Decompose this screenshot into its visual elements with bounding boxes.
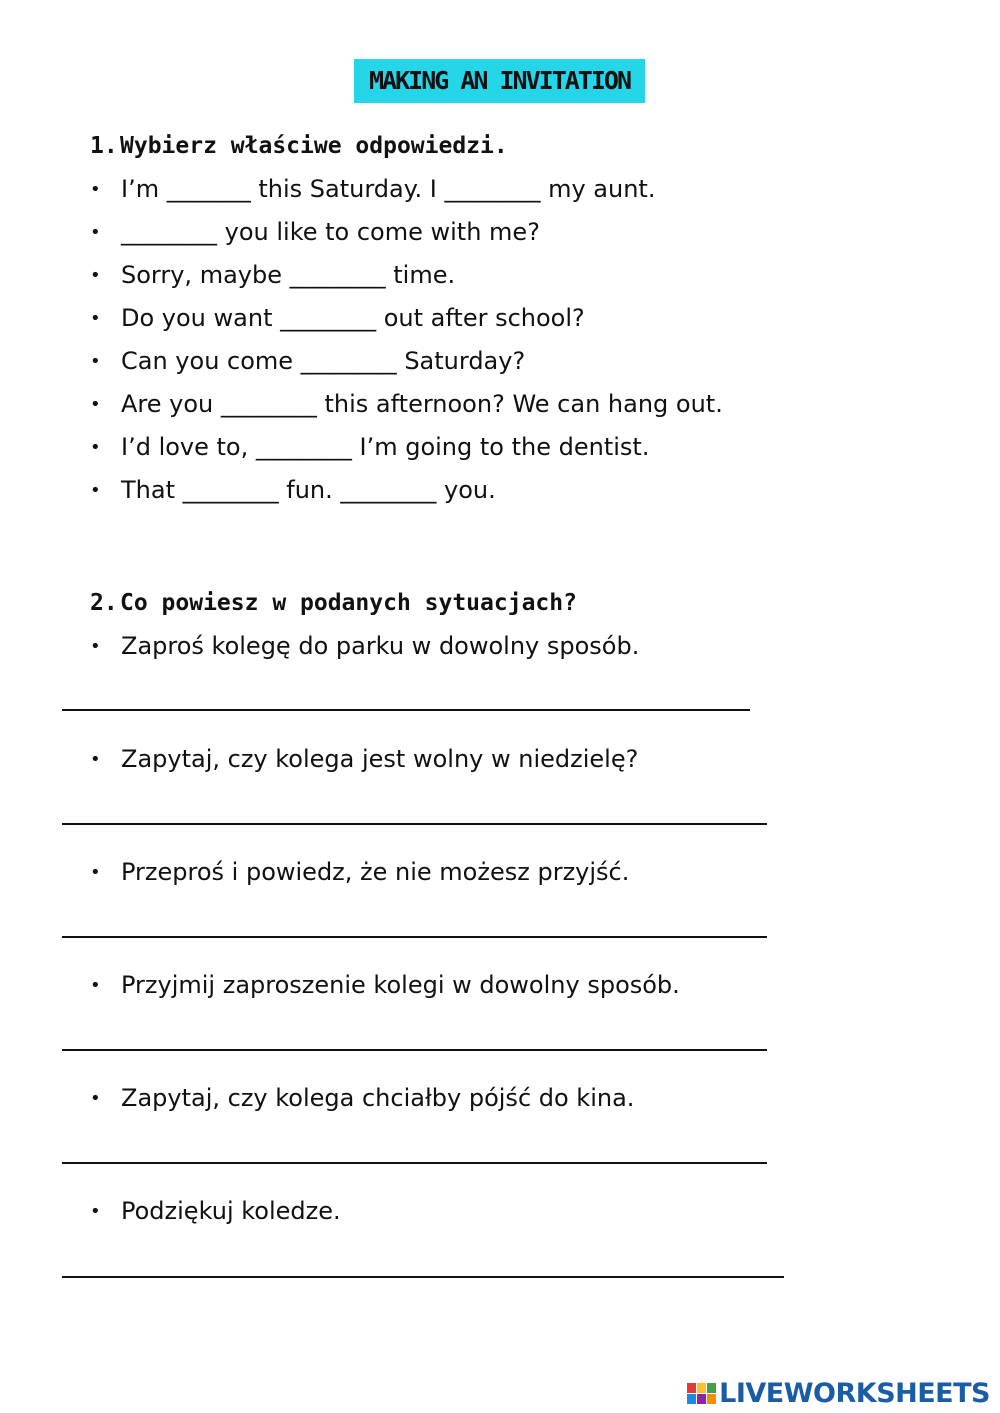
bullet-icon: • (90, 1088, 101, 1109)
bullet-icon: • (90, 222, 101, 243)
exercise-1-item[interactable] (90, 217, 540, 248)
exercise-1-text: I’d love to, ________ I’m going to the dentist. (121, 433, 650, 461)
section-2-title: Co powiesz w podanych sytuacjach? (120, 590, 577, 616)
liveworksheets-wordmark: LIVEWORKSHEETS (719, 1377, 990, 1409)
bullet-icon: • (90, 265, 101, 286)
answer-line[interactable] (62, 936, 767, 938)
answer-line[interactable] (62, 1162, 767, 1164)
exercise-2-text: Przeproś i powiedz, że nie możesz przyjść. (121, 858, 630, 886)
exercise-2-prompt (90, 1196, 341, 1227)
bullet-icon: • (90, 636, 101, 657)
answer-line[interactable] (62, 1276, 784, 1278)
exercise-2-prompt (90, 744, 638, 775)
bullet-icon: • (90, 975, 101, 996)
section-1-number: 1. (90, 133, 118, 159)
section-1-title: Wybierz właściwe odpowiedzi. (120, 133, 508, 159)
exercise-2-text: Zapytaj, czy kolega chciałby pójść do kina. (121, 1084, 635, 1112)
bullet-icon: • (90, 351, 101, 372)
exercise-1-text: That ________ fun. ________ you. (121, 476, 496, 504)
exercise-1-item[interactable] (90, 260, 455, 291)
section-1-heading (90, 131, 508, 161)
exercise-1-item[interactable] (90, 303, 585, 334)
exercise-1-text: ________ you like to come with me? (121, 218, 540, 246)
exercise-1-text: Sorry, maybe ________ time. (121, 261, 456, 289)
section-2-number: 2. (90, 590, 118, 616)
exercise-1-item[interactable] (90, 389, 723, 420)
exercise-2-text: Zapytaj, czy kolega jest wolny w niedzielę? (121, 745, 639, 773)
bullet-icon: • (90, 179, 101, 200)
exercise-1-item[interactable] (90, 174, 655, 205)
answer-line[interactable] (62, 823, 767, 825)
worksheet-title: MAKING AN INVITATION (354, 59, 645, 103)
exercise-2-prompt (90, 857, 629, 888)
bullet-icon: • (90, 480, 101, 501)
bullet-icon: • (90, 862, 101, 883)
exercise-2-text: Podziękuj koledze. (121, 1197, 341, 1225)
liveworksheets-mark-icon (687, 1383, 716, 1404)
liveworksheets-logo (687, 1375, 990, 1411)
exercise-1-item[interactable] (90, 475, 496, 506)
exercise-2-text: Przyjmij zaproszenie kolegi w dowolny sposób. (121, 971, 680, 999)
bullet-icon: • (90, 394, 101, 415)
exercise-2-prompt (90, 970, 680, 1001)
section-2-heading (90, 588, 577, 618)
mark-square (697, 1383, 706, 1393)
mark-square (697, 1394, 706, 1404)
mark-square (687, 1383, 696, 1393)
exercise-1-item[interactable] (90, 346, 525, 377)
exercise-1-item[interactable] (90, 432, 649, 463)
exercise-2-prompt (90, 1083, 634, 1114)
exercise-1-text: I’m _______ this Saturday. I ________ my aunt. (121, 175, 656, 203)
bullet-icon: • (90, 437, 101, 458)
answer-line[interactable] (62, 1049, 767, 1051)
mark-square (687, 1394, 696, 1404)
exercise-2-text: Zaproś kolegę do parku w dowolny sposób. (121, 632, 640, 660)
exercise-1-text: Do you want ________ out after school? (121, 304, 585, 332)
mark-square (707, 1394, 716, 1404)
bullet-icon: • (90, 308, 101, 329)
bullet-icon: • (90, 1201, 101, 1222)
exercise-1-text: Can you come ________ Saturday? (121, 347, 526, 375)
exercise-1-text: Are you ________ this afternoon? We can hang out. (121, 390, 723, 418)
mark-square (707, 1383, 716, 1393)
exercise-2-prompt (90, 631, 639, 662)
answer-line[interactable] (62, 709, 750, 711)
bullet-icon: • (90, 749, 101, 770)
